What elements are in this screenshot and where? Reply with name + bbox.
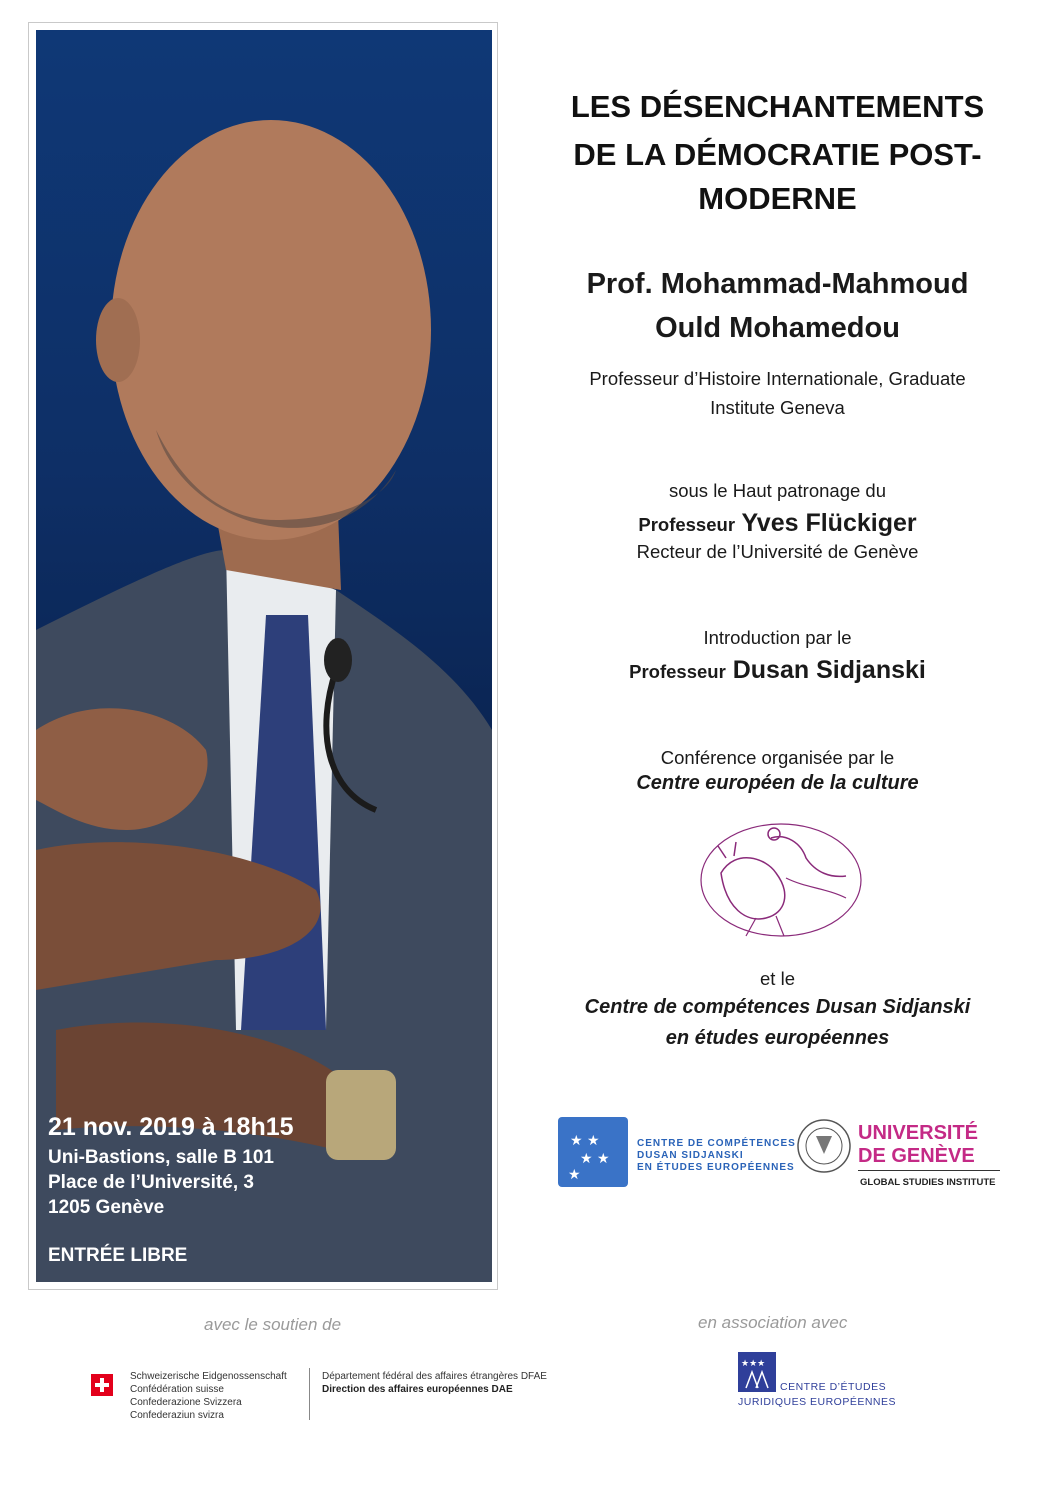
speaker-name-line: Ould Mohamedou [655,312,900,344]
organizer-intro: Conférence organisée par le [660,747,895,768]
speaker-photo [36,30,492,1282]
speaker-illustration [36,30,492,1282]
support-caption: avec le soutien de [204,1315,342,1334]
unige-logo-text: DE GENÈVE [858,1145,975,1167]
confederation-name: Confederazione Svizzera [130,1397,242,1408]
confederation-name: Confédération suisse [130,1384,224,1395]
confederation-name: Confederaziun svizra [130,1410,224,1421]
svg-text:★ ★: ★ ★ [570,1133,600,1149]
ccds-logo-text: CENTRE DE COMPÉTENCES [637,1138,796,1149]
patron-name [545,508,1010,540]
unige-logo-text: UNIVERSITÉ [858,1122,979,1144]
association-caption: en association avec [698,1313,848,1332]
svg-text:★★★: ★★★ [741,1359,766,1369]
europa-bull-logo [696,818,866,943]
ccds-logo-text: EN ÉTUDES EUROPÉENNES [637,1162,795,1173]
introducer-name [545,655,1010,687]
patron-fullname: Yves Flückiger [741,509,917,537]
speaker-name-line: Prof. Mohammad-Mahmoud [586,268,969,300]
introduction-intro: Introduction par le [703,627,852,648]
admission-note: ENTRÉE LIBRE [48,1245,188,1266]
patron-role: Recteur de l’Université de Genève [636,541,919,562]
unige-seal-icon [796,1118,852,1174]
event-title-line: LES DÉSENCHANTEMENTS [570,89,985,124]
ceje-logo-icon [738,1352,776,1392]
ceje-logo-text: JURIDIQUES EUROPÉENNES [738,1396,897,1408]
organizer-name: Centre européen de la culture [636,772,919,794]
ccds-logo-icon [558,1117,628,1187]
divider [858,1170,1000,1171]
speaker-role-line: Institute Geneva [710,397,845,418]
confederation-name: Schweizerische Eidgenossenschaft [130,1371,287,1382]
venue-line: 1205 Genève [48,1197,165,1218]
venue-line: Place de l’Université, 3 [48,1172,254,1193]
introducer-rank: Professeur [629,661,726,682]
organizer-and: et le [760,968,795,989]
dfae-directorate: Direction des affaires européennes DAE [322,1384,513,1395]
svg-text:★: ★ [568,1167,581,1183]
speaker-role-line: Professeur d’Histoire Internationale, Graduate [589,368,966,389]
swiss-flag-icon [91,1374,113,1396]
patron-rank: Professeur [638,514,736,535]
dfae-department: Département fédéral des affaires étrangères DFAE [322,1371,547,1382]
unige-logo-subtitle: GLOBAL STUDIES INSTITUTE [860,1177,996,1188]
venue-line: Uni-Bastions, salle B 101 [48,1147,274,1168]
divider [309,1368,310,1420]
organizer-name-line: Centre de compétences Dusan Sidjanski [584,996,971,1018]
event-date-time: 21 nov. 2019 à 18h15 [48,1113,294,1141]
ceje-logo-text: CENTRE D’ÉTUDES [780,1381,887,1393]
ccds-logo-text: DUSAN SIDJANSKI [637,1150,744,1161]
event-title-line: DE LA DÉMOCRATIE POST- [573,137,982,172]
event-title-line: MODERNE [698,181,857,216]
patronage-intro: sous le Haut patronage du [668,480,886,501]
introducer-fullname: Dusan Sidjanski [732,656,926,684]
svg-text:★ ★: ★ ★ [580,1151,610,1167]
organizer-name-line: en études européennes [665,1027,890,1049]
